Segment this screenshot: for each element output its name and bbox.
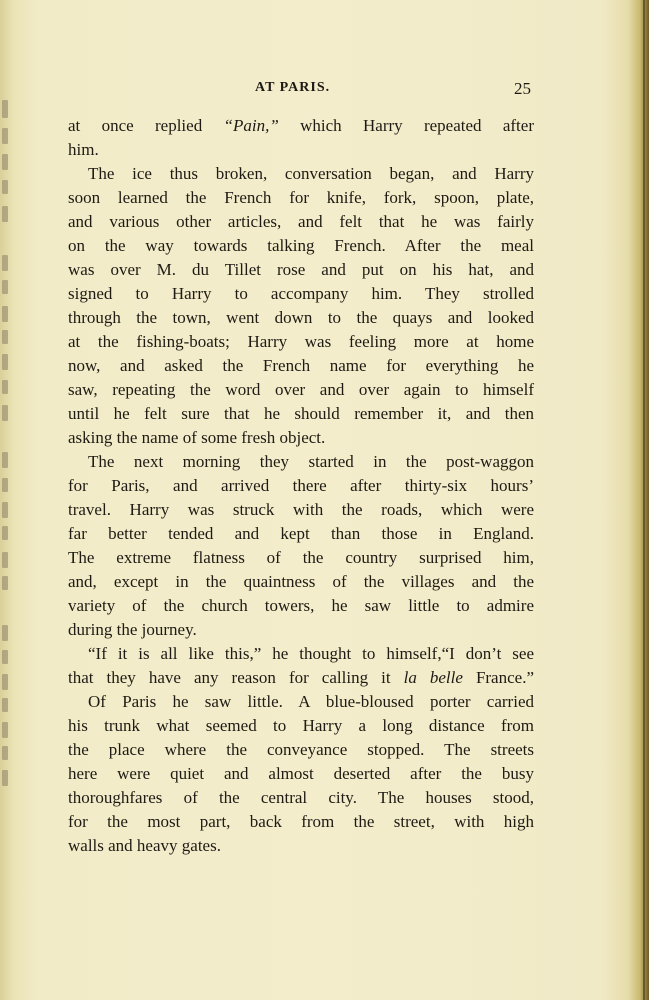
text-line: variety of the church towers, he saw little to admire — [68, 596, 534, 615]
running-title: AT PARIS. — [255, 80, 331, 95]
text-line: soon learned the French for knife, fork, spoon, plate, — [68, 188, 534, 207]
text-line: at once replied “Pain,” which Harry repeated after — [68, 116, 534, 135]
text-line: Of Paris he saw little. A blue-bloused porter carried — [88, 692, 534, 711]
text-line: until he felt sure that he should remember it, and then — [68, 404, 534, 423]
text-line: asking the name of some fresh object. — [68, 428, 326, 447]
text-line: on the way towards talking French. After the meal — [68, 236, 534, 255]
page-number: 25 — [514, 79, 531, 98]
text-line: that they have any reason for calling it la belle France.” — [68, 668, 534, 687]
binding-gutter — [0, 100, 16, 800]
text-line: here were quiet and almost deserted after the busy — [68, 764, 534, 783]
text-line: for the most part, back from the street, with high — [68, 812, 534, 831]
text-line: now, and asked the French name for everything he — [68, 356, 534, 375]
body-text — [68, 114, 534, 858]
text-line: was over M. du Tillet rose and put on his hat, and — [68, 260, 534, 279]
text-line: at the fishing-boats; Harry was feeling more at home — [68, 332, 534, 351]
text-line: through the town, went down to the quays and looked — [68, 308, 534, 327]
text-line: walls and heavy gates. — [68, 836, 221, 855]
text-line: thoroughfares of the central city. The houses stood, — [68, 788, 534, 807]
text-line: saw, repeating the word over and over again to himself — [68, 380, 534, 399]
page-edge-shadow — [643, 0, 645, 1000]
text-line: far better tended and kept than those in England. — [68, 524, 534, 543]
text-line: and various other articles, and felt that he was fairly — [68, 212, 534, 231]
text-line: The extreme flatness of the country surprised him, — [68, 548, 534, 567]
text-line: The ice thus broken, conversation began, and Harry — [88, 164, 534, 183]
text-line: him. — [68, 140, 99, 159]
text-line: The next morning they started in the post-waggon — [88, 452, 534, 471]
text-line: the place where the conveyance stopped. The streets — [68, 740, 534, 759]
text-line: “If it is all like this,” he thought to himself,“I don’t see — [88, 644, 534, 663]
text-line: signed to Harry to accompany him. They strolled — [68, 284, 534, 303]
text-line: travel. Harry was struck with the roads, which were — [68, 500, 534, 519]
text-line: during the journey. — [68, 620, 197, 639]
text-line: his trunk what seemed to Harry a long distance from — [68, 716, 534, 735]
text-line: for Paris, and arrived there after thirty-six hours’ — [68, 476, 534, 495]
text-line: and, except in the quaintness of the villages and the — [68, 572, 534, 591]
